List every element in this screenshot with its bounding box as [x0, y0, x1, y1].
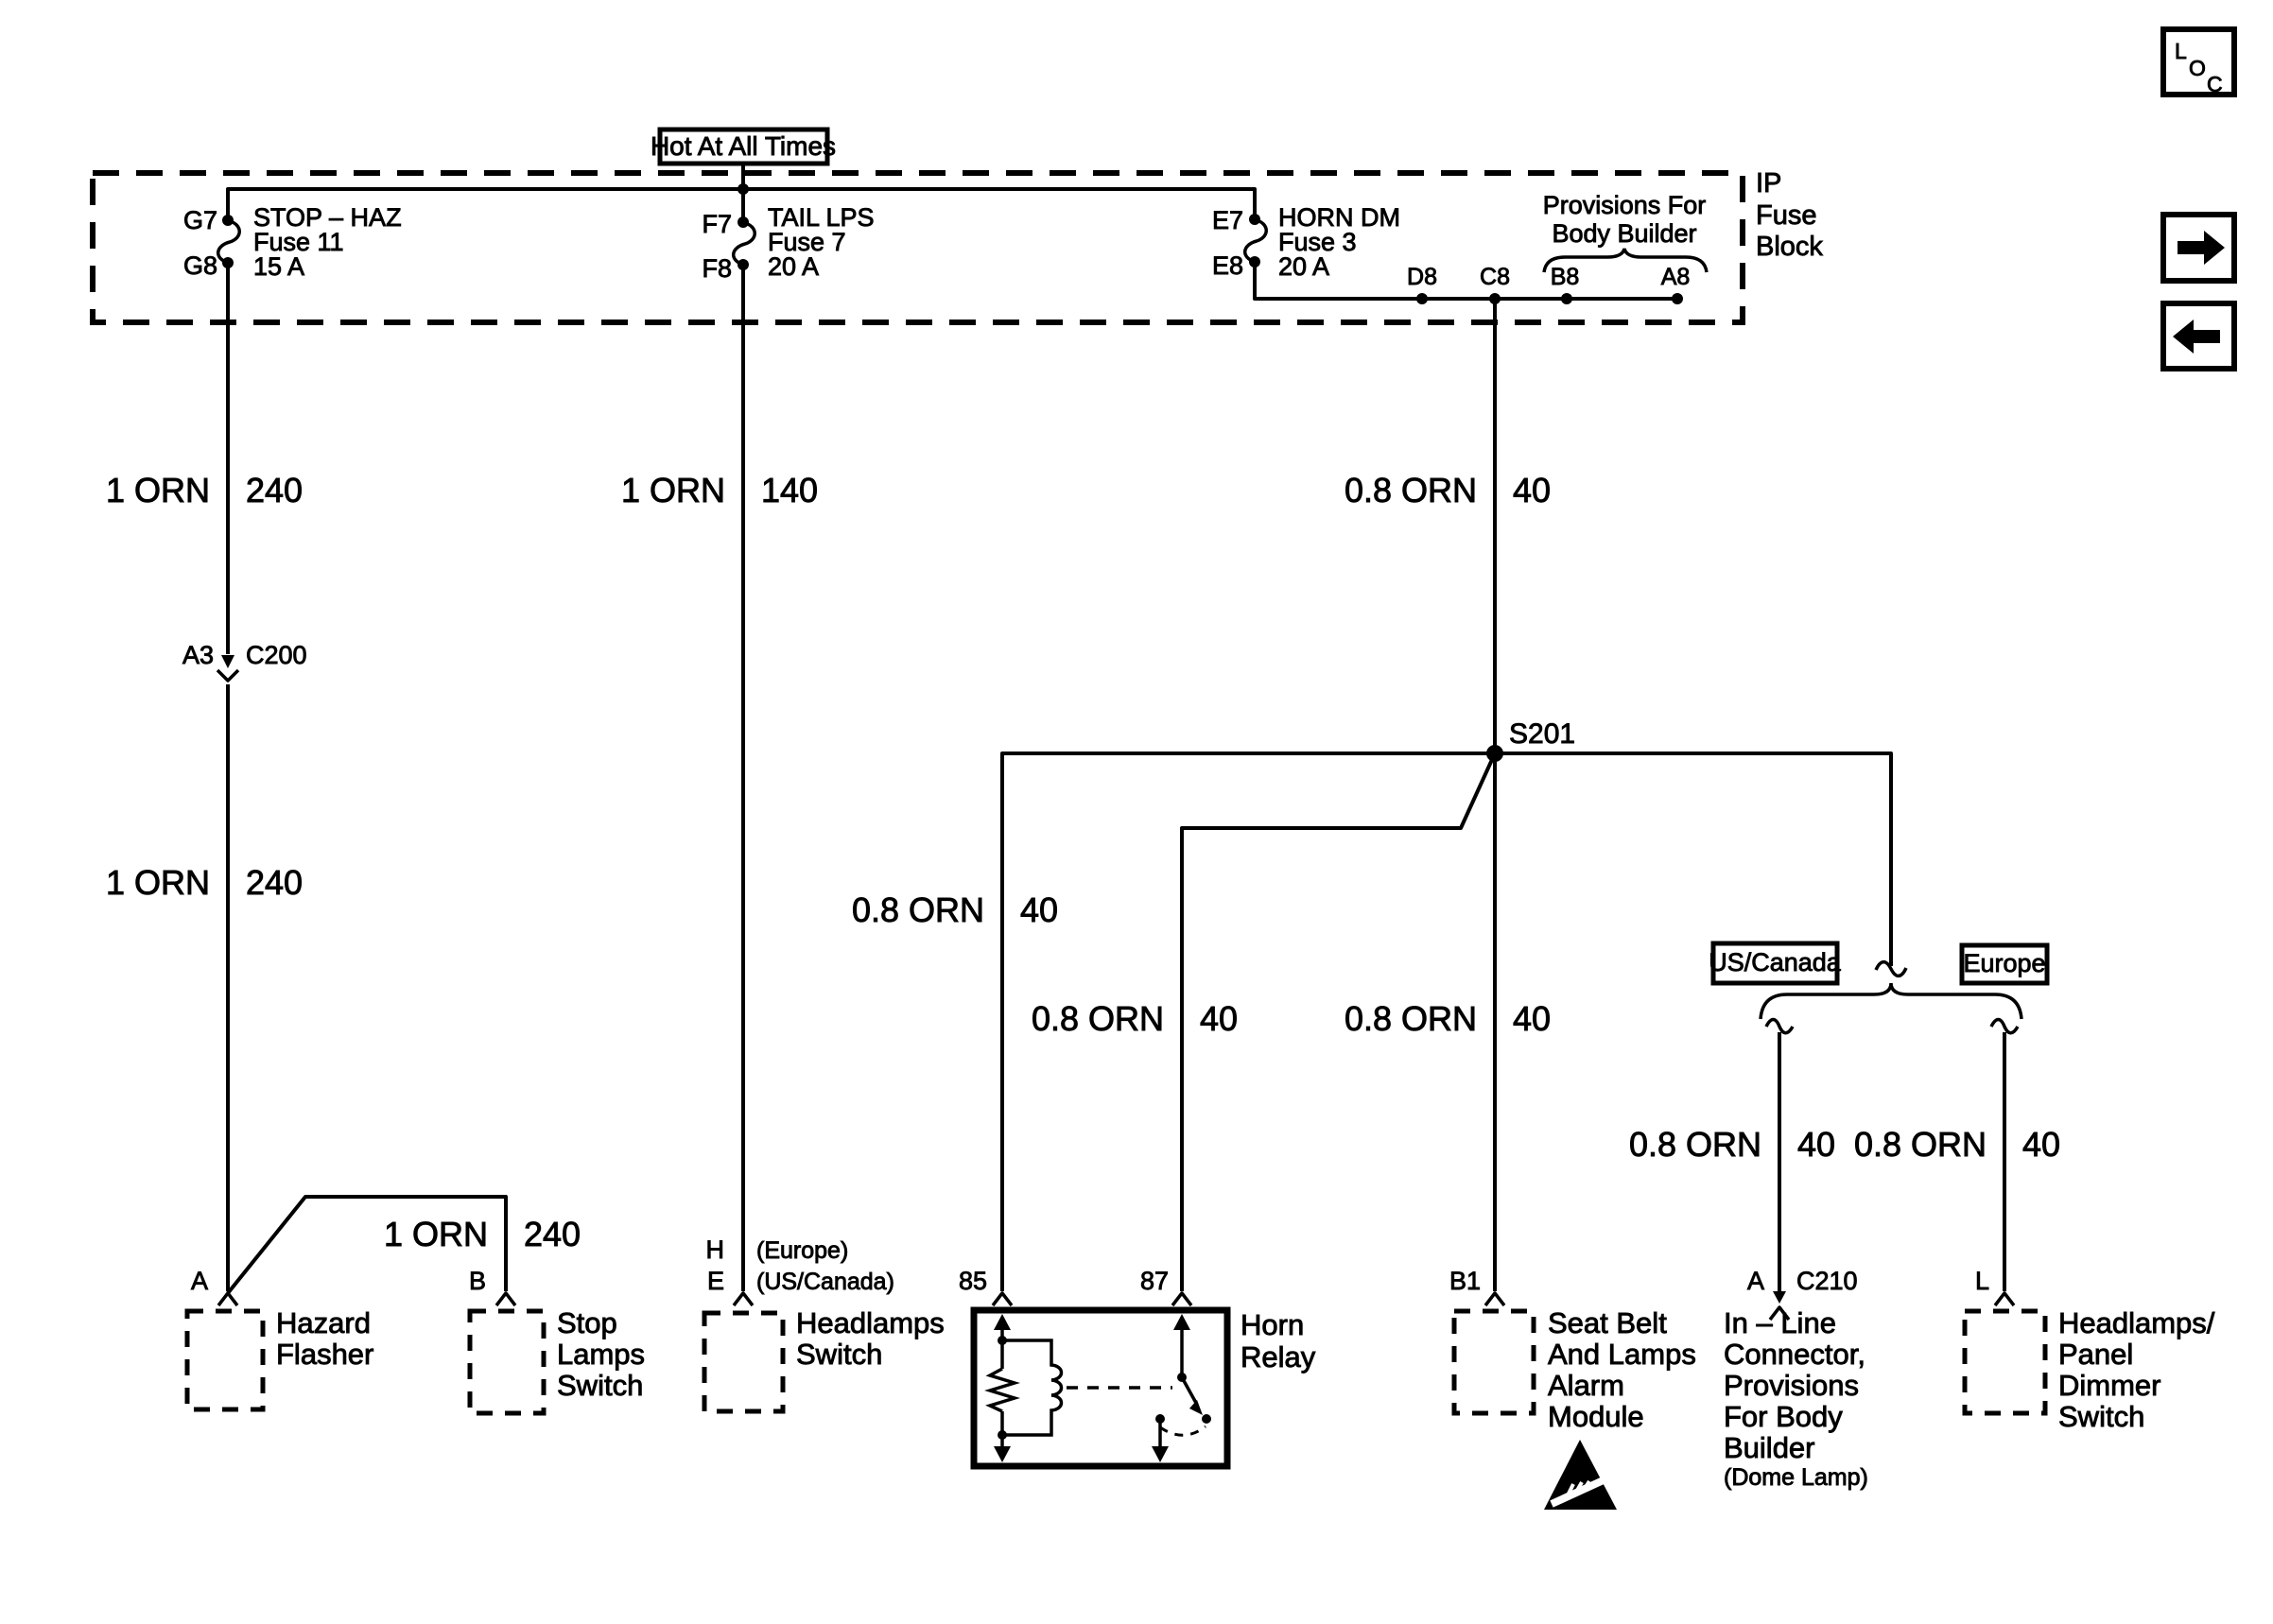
pin-note-us-canada: (US/Canada) [756, 1269, 894, 1295]
connector-arrow-icon [1773, 1291, 1786, 1304]
connector-c200-label: C200 [246, 641, 307, 669]
fuse-element-symbol [218, 220, 240, 263]
component-stop-lamps-switch [469, 1267, 645, 1413]
fuse-element-symbol [1245, 219, 1267, 262]
body-builder-feed-wire [1495, 753, 1891, 966]
pin-a-label: A [1746, 1267, 1764, 1295]
fuse-block-name-line3: Block [1756, 232, 1823, 262]
pin-f7-label: F7 [702, 210, 732, 238]
wire-labels [106, 471, 2060, 1253]
component-name-line: Connector, [1724, 1338, 1865, 1371]
viewer-controls [2163, 29, 2234, 369]
switch-arm [1182, 1377, 1197, 1405]
wire-circuit-label: 240 [524, 1215, 581, 1253]
wire-gauge-label: 0.8 ORN [1628, 1125, 1761, 1164]
terminal-b8-dot [1561, 293, 1572, 304]
pin-l-label: L [1974, 1267, 1989, 1295]
wire-break-squiggle [1766, 1020, 1793, 1033]
pin-85-label: 85 [958, 1267, 987, 1295]
component-name-line: Alarm [1548, 1369, 1624, 1402]
splice-s201-label: S201 [1509, 718, 1576, 750]
component-hazard-flasher [187, 1267, 373, 1409]
fuse-rating-label: 20 A [1278, 252, 1330, 281]
wire-circuit-label: 40 [1020, 890, 1059, 929]
previous-page-button[interactable] [2163, 303, 2234, 369]
fuse-circuit-label: TAIL LPS [768, 203, 875, 232]
stop-lamps-switch-box [470, 1311, 544, 1413]
wire-gauge-label: 0.8 ORN [1344, 999, 1477, 1038]
loc-letter-c: C [2207, 72, 2223, 96]
pin-b1-label: B1 [1449, 1267, 1481, 1295]
dimmer-switch-box [1965, 1311, 2045, 1413]
circuit-wiring [217, 263, 2047, 1293]
fuse-block-name-line2: Fuse [1756, 200, 1817, 231]
wire-break-squiggle [1991, 1020, 2018, 1033]
contact-dot [1202, 1414, 1211, 1424]
terminal-c8-label: C8 [1480, 264, 1510, 290]
terminal-caret [993, 1293, 1012, 1305]
wire-gauge-label: 0.8 ORN [1344, 471, 1477, 510]
wire-gauge-label: 1 ORN [620, 471, 725, 510]
component-inline-connector-c210 [1724, 1267, 1868, 1491]
pin-a-label: A [190, 1267, 208, 1295]
wire-gauge-label: 0.8 ORN [1853, 1125, 1987, 1164]
connector-c200-pin: A3 [182, 641, 214, 669]
pin-note-europe: (Europe) [756, 1237, 849, 1264]
fuse-tail-lps [702, 203, 874, 283]
component-dimmer-switch [1965, 1267, 2215, 1433]
terminal-caret [734, 1293, 753, 1305]
loc-button[interactable] [2163, 29, 2234, 96]
connector-c210-label: C210 [1796, 1267, 1858, 1295]
wire-circuit-label: 40 [1200, 999, 1239, 1038]
terminal-d8-label: D8 [1407, 264, 1437, 290]
component-name-line: Panel [2058, 1338, 2134, 1371]
headlamps-switch-box [704, 1313, 783, 1411]
component-name-line: In – Line [1724, 1306, 1836, 1339]
component-name-line: Flasher [276, 1338, 374, 1371]
wire-circuit-label: 40 [1797, 1125, 1836, 1164]
component-headlamps-switch [704, 1235, 945, 1411]
pin-b-label: B [468, 1267, 486, 1295]
component-name-line: Seat Belt [1548, 1306, 1667, 1339]
component-name-line: Stop [557, 1306, 617, 1339]
terminal-d8-dot [1416, 293, 1428, 304]
component-name-line: Switch [2058, 1400, 2145, 1433]
pin-g7-label: G7 [182, 206, 217, 234]
resistor-symbol [990, 1369, 1015, 1411]
component-name-line: Switch [796, 1338, 883, 1371]
wire-circuit-label: 40 [2022, 1125, 2061, 1164]
component-name-line: Dimmer [2058, 1369, 2161, 1402]
pin-e8-label: E8 [1211, 251, 1243, 280]
component-name-line: And Lamps [1548, 1338, 1696, 1371]
terminal-caret [1485, 1293, 1504, 1305]
pin-f8-label: F8 [702, 254, 732, 283]
ip-fuse-block [93, 130, 1823, 322]
fuse-id-label: Fuse 3 [1278, 228, 1357, 256]
pin-h-label: H [705, 1235, 724, 1264]
provisions-line1: Provisions For [1542, 191, 1707, 219]
inline-connector-c200-symbol [217, 655, 238, 681]
component-name-line: Horn [1241, 1308, 1305, 1341]
terminal-caret [218, 1293, 237, 1305]
pin-e-label: E [706, 1267, 724, 1295]
connector-arrow-icon [221, 655, 234, 668]
fuse-stop-haz [183, 203, 402, 281]
wire-circuit-label: 40 [1513, 999, 1552, 1038]
provisions-line2: Body Builder [1552, 219, 1697, 248]
fuse-rating-label: 20 A [768, 252, 820, 281]
relay-coil-symbol [1002, 1340, 1062, 1435]
component-name-line: Hazard [276, 1306, 371, 1339]
fuse-id-label: Fuse 11 [253, 228, 344, 256]
fuse-horn-dm [1212, 203, 1400, 281]
fuse-element-symbol [734, 222, 755, 265]
wire-circuit-label: 140 [761, 471, 819, 510]
switch-arm-arrowhead [1189, 1400, 1203, 1415]
next-page-button[interactable] [2163, 215, 2234, 281]
pin-87-label: 87 [1139, 1267, 1169, 1295]
hazard-flasher-box [187, 1311, 263, 1409]
component-name-line: Provisions [1724, 1369, 1859, 1402]
fuse-block-name-line1: IP [1756, 168, 1782, 199]
terminal-caret [1172, 1293, 1191, 1305]
component-name-line: For Body [1724, 1400, 1843, 1433]
esd-warning-icon [1544, 1440, 1617, 1510]
arrow-down-icon [994, 1446, 1011, 1462]
switch-throw-arc [1160, 1426, 1206, 1435]
component-name-line: Headlamps/ [2058, 1306, 2215, 1339]
connector-chevron-icon [217, 670, 238, 681]
component-name-line: Module [1548, 1400, 1644, 1433]
pin-e7-label: E7 [1211, 206, 1243, 234]
pin-g8-label: G8 [182, 251, 217, 280]
component-name-line: Relay [1241, 1340, 1316, 1373]
wire-circuit-label: 240 [246, 863, 304, 902]
fuse-circuit-label: HORN DM [1278, 203, 1400, 232]
wire-gauge-label: 0.8 ORN [851, 890, 984, 929]
component-horn-relay [959, 1267, 1316, 1466]
terminal-a8-label: A8 [1660, 264, 1691, 290]
alarm-module-box [1454, 1311, 1534, 1413]
loc-letter-o: O [2189, 56, 2206, 80]
arrow-down-icon [1152, 1446, 1169, 1462]
wire-gauge-label: 1 ORN [105, 863, 210, 902]
hot-at-all-times-label: Hot At All Times [650, 131, 837, 161]
fuse-id-label: Fuse 7 [768, 228, 846, 256]
component-name-line: Headlamps [796, 1306, 945, 1339]
wire-gauge-label: 1 ORN [383, 1215, 488, 1253]
component-name-line: Switch [557, 1369, 644, 1402]
wire-circuit-label: 240 [246, 471, 304, 510]
europe-tag: Europe [1963, 949, 2046, 977]
fuse-circuit-label: STOP – HAZ [253, 203, 402, 232]
loc-letter-l: L [2175, 39, 2187, 63]
component-note: (Dome Lamp) [1724, 1464, 1868, 1491]
wire-gauge-label: 0.8 ORN [1031, 999, 1164, 1038]
fuse-rating-label: 15 A [253, 252, 305, 281]
terminal-caret [496, 1293, 515, 1305]
component-name-line: Builder [1724, 1431, 1815, 1464]
terminal-caret [1995, 1293, 2014, 1305]
terminal-a8-dot [1672, 293, 1683, 304]
wire-circuit-label: 40 [1513, 471, 1552, 510]
split-brace [1761, 983, 2021, 1019]
component-name-line: Lamps [557, 1338, 646, 1371]
wire-gauge-label: 1 ORN [105, 471, 210, 510]
us-canada-tag: US/Canada [1709, 948, 1841, 976]
terminal-b8-label: B8 [1550, 264, 1580, 290]
